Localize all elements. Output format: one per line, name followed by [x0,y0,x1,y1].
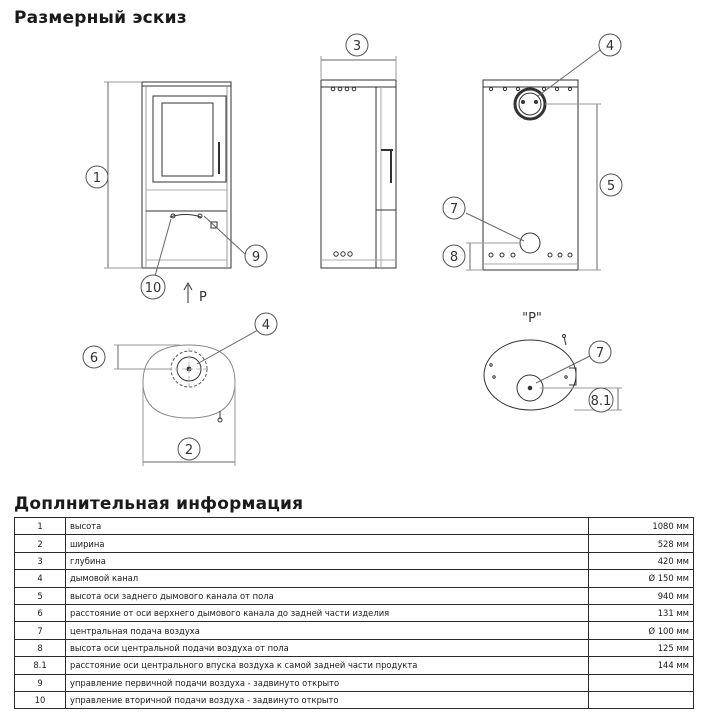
callout-9-label: 9 [251,250,261,265]
callout-4-rear-label: 4 [605,39,615,54]
side-view [321,56,396,268]
table-row [15,518,694,535]
table-row [15,604,694,621]
row-number: 3 [15,552,66,569]
callout-10-label: 10 [144,281,162,296]
row-number: 6 [15,604,66,621]
table-row [15,552,694,569]
table-row [15,587,694,604]
callout-3-label: 3 [352,39,362,54]
table-row [15,535,694,552]
info-heading: Доплнительная информация [14,494,304,514]
row-number: 8 [15,639,66,656]
callout-7-rear-label: 7 [449,202,459,217]
row-value: 528 мм [589,535,694,552]
row-value: 144 мм [589,657,694,674]
front-view [104,82,245,303]
row-number: 9 [15,674,66,691]
row-value: 940 мм [589,587,694,604]
table-row [15,674,694,691]
table-row [15,691,694,708]
arrow-p-label: P [199,290,207,305]
callout-2-label: 2 [184,443,194,458]
callout-1-label: 1 [92,171,102,186]
row-description: расстояние оси центрального впуска воздуха к самой задней части продукта [66,657,589,674]
row-value: 125 мм [589,639,694,656]
row-description: высота оси заднего дымового канала от пола [66,587,589,604]
callout-8-label: 8 [449,250,459,265]
table-row [15,622,694,639]
row-description: расстояние от оси верхнего дымового канала до задней части изделия [66,604,589,621]
row-description: ширина [66,535,589,552]
row-number: 4 [15,570,66,587]
row-description: высота оси центральной подачи воздуха от пола [66,639,589,656]
row-description: дымовой канал [66,570,589,587]
row-value: Ø 150 мм [589,570,694,587]
rear-view [466,50,601,270]
row-value: 420 мм [589,552,694,569]
callout-6-label: 6 [89,351,99,366]
row-value [589,691,694,708]
row-number: 5 [15,587,66,604]
row-number: 8.1 [15,657,66,674]
callout-5-label: 5 [606,179,616,194]
view-p-title: "P" [522,311,542,326]
table-row [15,639,694,656]
specs-table [14,517,694,709]
row-description: управление первичной подачи воздуха - задвинуто открыто [66,674,589,691]
row-number: 10 [15,691,66,708]
callout-8-1-label: 8.1 [590,394,612,409]
row-value: 131 мм [589,604,694,621]
row-value: Ø 100 мм [589,622,694,639]
row-number: 2 [15,535,66,552]
row-description: глубина [66,552,589,569]
callout-7-p-label: 7 [595,346,605,361]
table-row [15,570,694,587]
row-value [589,674,694,691]
row-number: 1 [15,518,66,535]
row-value: 1080 мм [589,518,694,535]
row-number: 7 [15,622,66,639]
row-description: высота [66,518,589,535]
sketch-heading: Размерный эскиз [14,8,187,28]
table-row [15,657,694,674]
row-description: центральная подача воздуха [66,622,589,639]
row-description: управление вторичной подачи воздуха - задвинуто открыто [66,691,589,708]
callout-4-top-label: 4 [261,318,271,333]
